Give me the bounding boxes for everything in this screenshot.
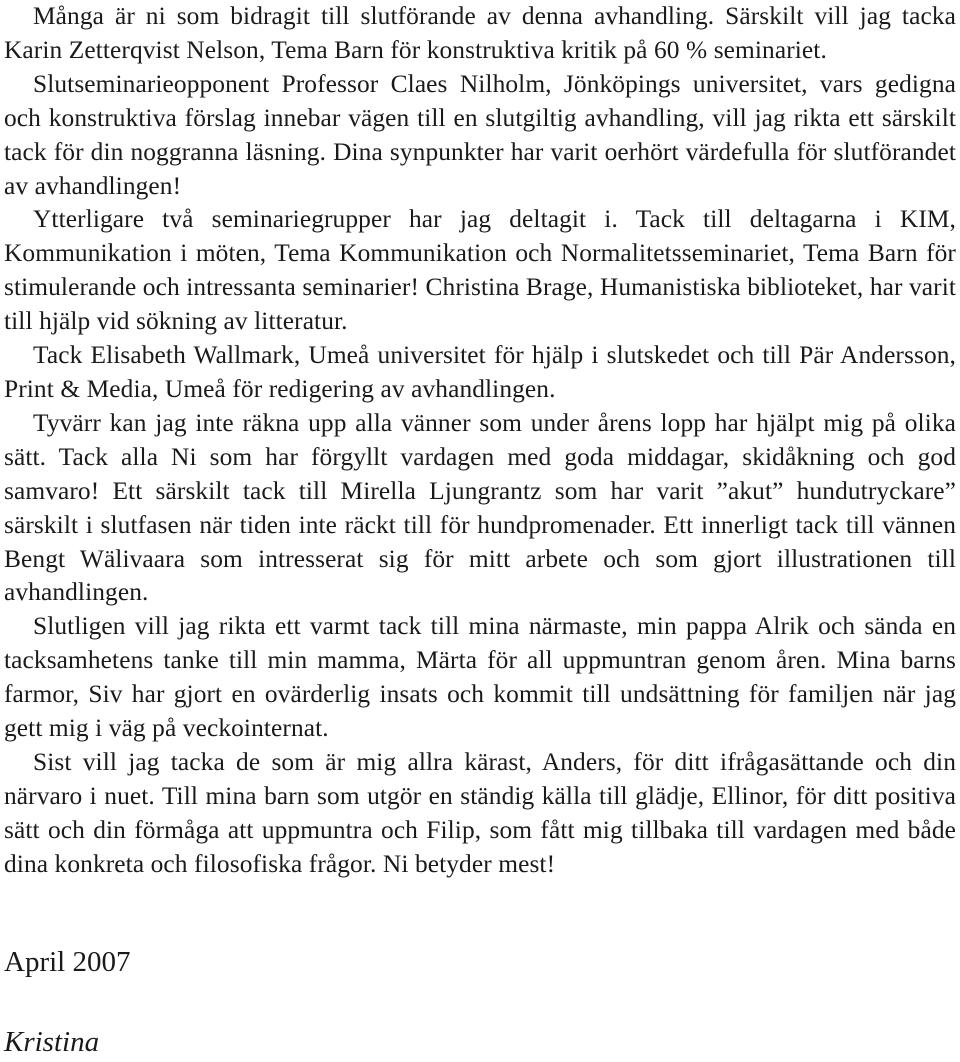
acknowledgements-page <box>4 0 956 882</box>
acknowledgements-body <box>4 0 956 882</box>
paragraph-thanks-seminar-groups: Ytterligare två seminariegrupper har jag deltagit i. Tack till deltagarna i KIM, Kommunikation i möten, Tema Kommunikation och Normalitetsseminariet, Tema Barn för stimulerande och intressanta seminarier! Christina Brage, Humanistiska biblioteket, har varit till hjälp vid sökning av litteratur. <box>4 205 957 336</box>
paragraph-thanks-final-stage: Tack Elisabeth Wallmark, Umeå universitet för hjälp i slutskedet och till Pär Andersson, Print & Media, Umeå för redigering av avhandlingen. <box>4 341 956 403</box>
paragraph-thanks-contributors: Många är ni som bidragit till slutförande av denna avhandling. Särskilt vill jag tacka Karin Zetterqvist Nelson, Tema Barn för konstruktiva kritik på 60 % seminariet. <box>4 2 956 64</box>
paragraph-thanks-opponent: Slutseminarieopponent Professor Claes Nilholm, Jönköpings universitet, vars gedigna och konstruktiva förslag innebar vägen till en slutgiltig avhandling, vill jag rikta ett särskilt tack för din noggranna läsning. Dina synpunkter har varit oerhört värdefulla för slutförandet av avhandlingen! <box>4 69 956 200</box>
author-signature: Kristina <box>4 1026 100 1058</box>
paragraph-thanks-family: Slutligen vill jag rikta ett varmt tack till mina närmaste, min pappa Alrik och sända en tacksamhetens tanke till min mamma, Märta för all uppmuntran genom åren. Mina barns farmor, Siv har gjort en ovärderlig insats och kommit till undsättning för familjen när jag gett mig i väg på veckointernat. <box>4 612 956 743</box>
date-line: April 2007 <box>4 946 131 978</box>
paragraph-thanks-closest: Sist vill jag tacka de som är mig allra kärast, Anders, för ditt ifrågasättande och din närvaro i nuet. Till mina barn som utgör en ständig källa till glädje, Ellinor, för ditt positiva sätt och din förmåga att uppmuntra och Filip, som fått mig tillbaka till vardagen med både dina konkreta och filosofiska frågor. Ni betyder mest! <box>4 747 956 878</box>
paragraph-thanks-friends: Tyvärr kan jag inte räkna upp alla vänner som under årens lopp har hjälpt mig på olika sätt. Tack alla Ni som har förgyllt vardagen med goda middagar, skidåkning och god samvaro! Ett särskilt tack till Mirella Ljungrantz som har varit ”akut” hundutryckare” särskilt i slutfasen när tiden inte räckt till för hundpromenader. Ett innerligt tack till vännen Bengt Wälivaara som intresserat sig för mitt arbete och som gjort illustrationen till avhandlingen. <box>4 408 956 607</box>
